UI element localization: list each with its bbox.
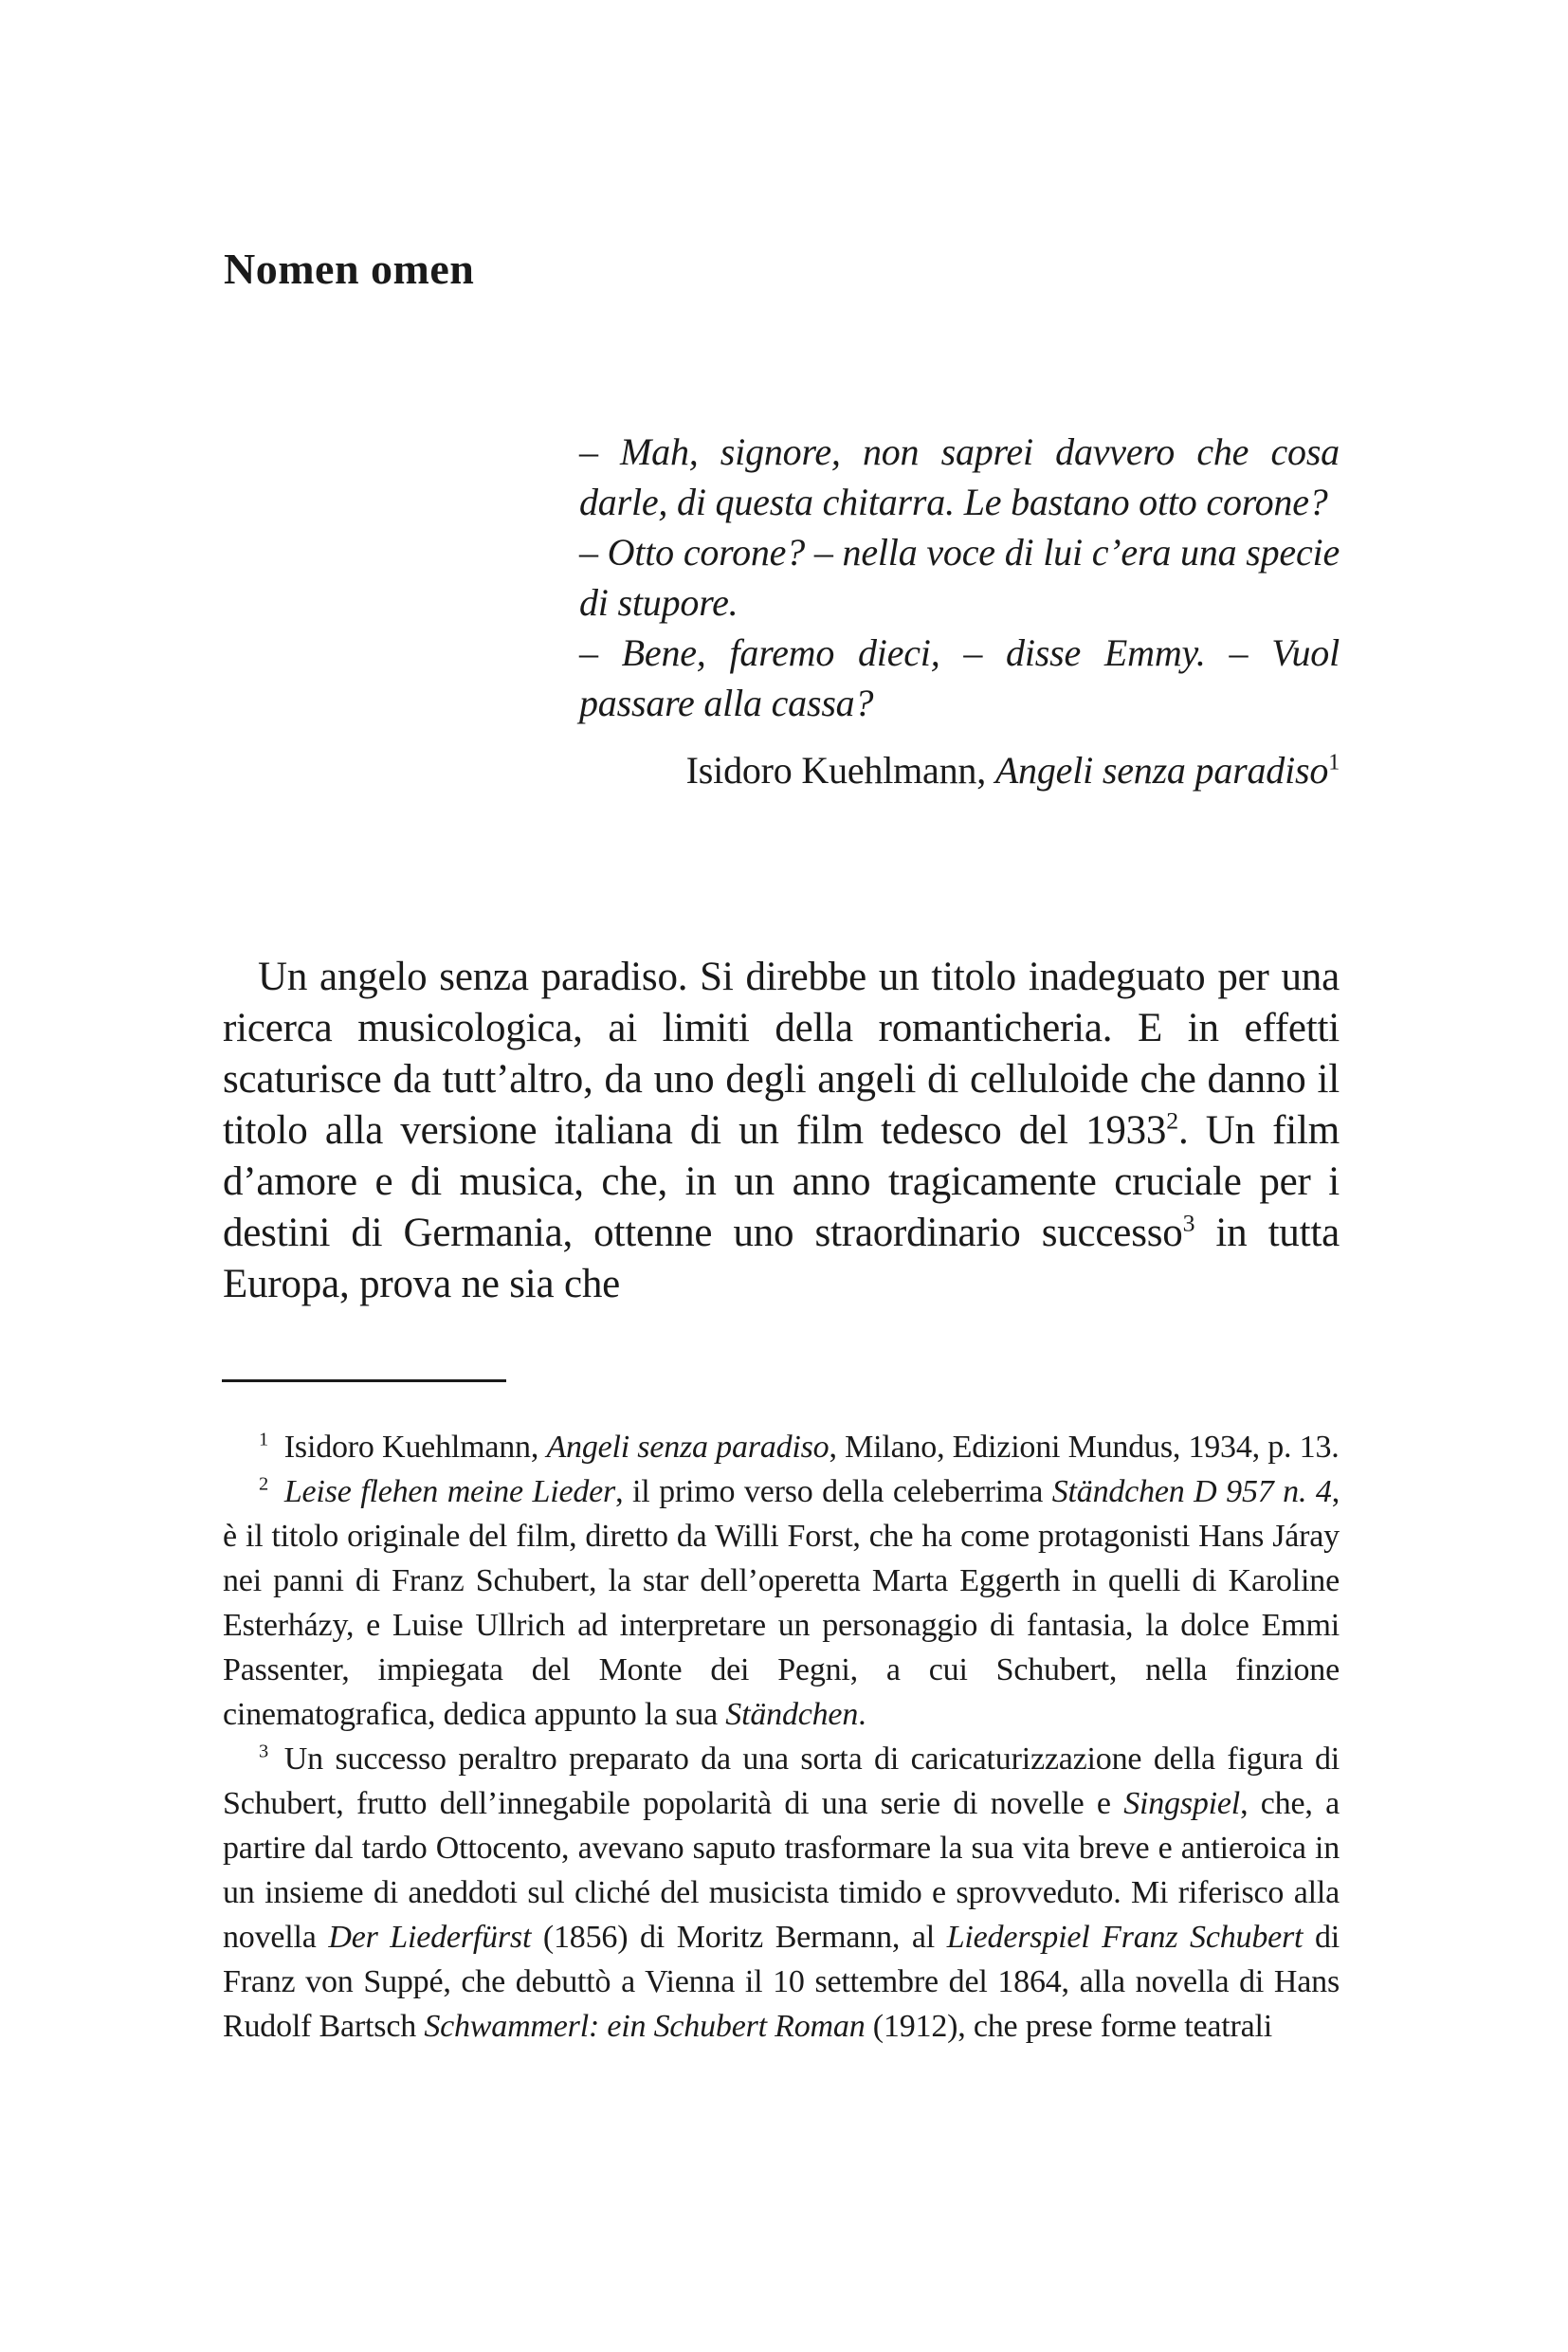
superscript-ref: 1 — [1328, 750, 1340, 775]
text-run: Un successo peraltro preparato da una sorta di caricaturizzazione della figura di Schubert, frutto dell’innegabile popolarità di una serie di novelle e — [223, 1741, 1340, 1821]
text-run: Ständchen D 957 n. 4 — [1051, 1474, 1332, 1509]
text-run: Angeli senza paradiso — [994, 749, 1329, 792]
text-run: Der Liederfürst — [328, 1920, 532, 1955]
body-paragraph — [223, 952, 1340, 1310]
body-text-block — [223, 952, 1340, 1310]
text-run: , Milano, Edizioni Mundus, 1934, p. 13. — [829, 1430, 1340, 1465]
text-run: di Franz von Suppé, che debuttò a Vienna il 10 settembre del 1864, alla novella di Hans Rudolf Bartsch — [223, 1920, 1340, 2044]
epigraph-block — [579, 427, 1340, 833]
text-run: Isidoro Kuehlmann, — [268, 1430, 547, 1465]
text-run: Un angelo senza paradiso. Si direbbe un titolo inadeguato per una ricerca musicologica, ai limiti della romanticheria. E in effetti scaturisce da tutt’altro, da uno degli angeli di celluloide che danno il titolo alla versione italiana di un film tedesco del 1933 — [223, 955, 1340, 1153]
text-run: in tutta Europa, prova ne sia che — [223, 1211, 1340, 1306]
text-run: Liederspiel Franz Schubert — [946, 1920, 1304, 1955]
superscript-ref: 3 — [1182, 1209, 1195, 1237]
superscript-ref: 2 — [259, 1473, 268, 1495]
text-run: Singspiel — [1123, 1786, 1241, 1821]
epigraph-paragraph: – Otto corone? – nella voce di lui c’era una specie di stupore. — [579, 531, 1340, 624]
text-run: , il primo verso della celeberrima — [615, 1474, 1052, 1509]
text-run: Ständchen — [725, 1697, 859, 1732]
chapter-title: Nomen omen — [224, 244, 475, 293]
text-run: , che, a partire dal tardo Ottocento, avevano saputo trasformare la sua vita breve e antieroica in un insieme di aneddoti sul cliché del musicista timido e sprovveduto. Mi riferisco alla novella — [223, 1786, 1340, 1955]
footnotes-block — [223, 1425, 1340, 2049]
superscript-ref: 2 — [1166, 1106, 1178, 1135]
epigraph-paragraph: – Mah, signore, non saprei davvero che cosa darle, di questa chitarra. Le bastano otto corone? — [579, 430, 1340, 523]
epigraph-paragraph: – Bene, faremo dieci, – disse Emmy. – Vuol passare alla cassa? — [579, 631, 1340, 724]
footnote-2 — [223, 1469, 1340, 1737]
text-run — [268, 1474, 284, 1509]
footnote-3 — [223, 1737, 1340, 2049]
text-run: , è il titolo originale del film, diretto da Willi Forst, che ha come protagonisti Hans Járay nei panni di Franz Schubert, la star dell’operetta Marta Eggerth in quelli di Karoline Esterházy, e Luise Ullrich ad interpretare un personaggio di fantasia, la dolce Emmi Passenter, impiegata del Monte dei Pegni, a cui Schubert, nella finzione cinematografica, dedica appunto la sua — [223, 1474, 1340, 1732]
footnote-separator-rule — [222, 1379, 506, 1382]
text-run: Angeli senza paradiso — [546, 1430, 830, 1465]
footnote-1 — [223, 1425, 1340, 1469]
text-run: . Un film d’amore e di musica, che, in un anno tragicamente cruciale per i destini di Germania, ottenne uno straordinario successo — [223, 1108, 1340, 1255]
text-run: Isidoro Kuehlmann, — [685, 749, 995, 792]
text-run: (1856) di Moritz Bermann, al — [531, 1920, 947, 1955]
text-run: Schwammerl: ein Schubert Roman — [424, 2009, 866, 2044]
superscript-ref: 1 — [259, 1429, 268, 1450]
superscript-ref: 3 — [259, 1741, 268, 1762]
text-run: . — [858, 1697, 866, 1732]
text-run: (1912), che prese forme teatrali — [865, 2009, 1273, 2044]
text-run: Leise flehen meine Lieder — [283, 1474, 616, 1509]
epigraph-attribution — [579, 745, 1340, 795]
